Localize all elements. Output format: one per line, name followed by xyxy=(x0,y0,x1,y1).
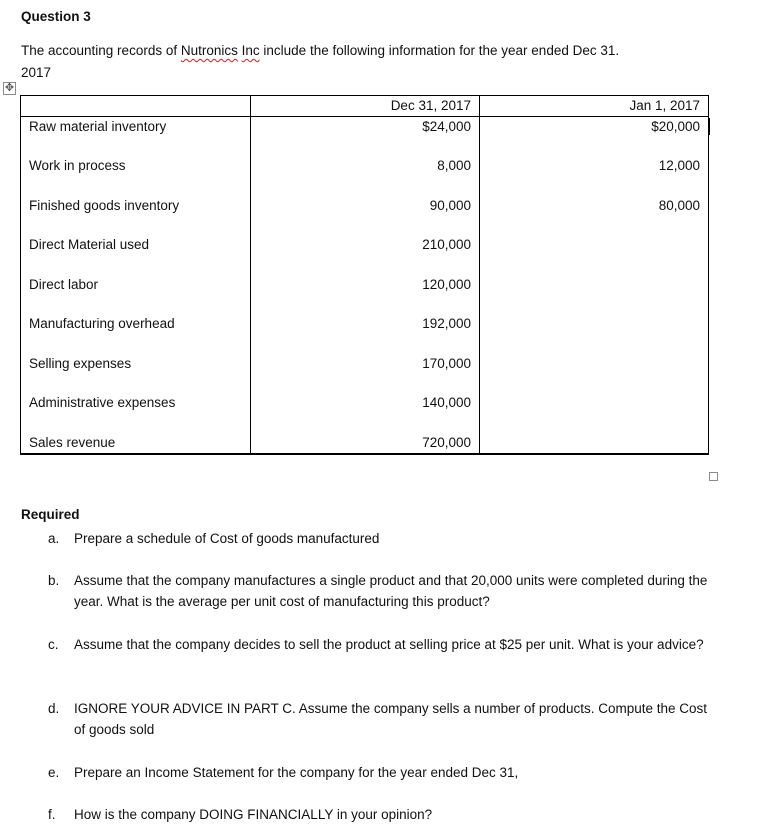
row-dec31[interactable]: 210,000 xyxy=(251,218,480,258)
table-row xyxy=(21,258,709,298)
row-dec31[interactable]: 120,000 xyxy=(251,258,480,298)
table-row xyxy=(21,376,709,416)
list-marker: b. xyxy=(48,573,60,588)
table-row xyxy=(21,416,709,454)
row-dec31[interactable]: 90,000 xyxy=(251,179,480,219)
row-dec31[interactable]: 8,000 xyxy=(251,139,480,179)
list-item-text: IGNORE YOUR ADVICE IN PART C. Assume the company sells a number of products. Compute the Cost of goods sold xyxy=(74,701,708,737)
row-jan1[interactable]: 80,000 xyxy=(480,179,709,219)
list-item-text: Assume that the company manufactures a single product and that 20,000 units were completed during the year. What is the average per unit cost of manufacturing this product? xyxy=(74,573,708,609)
accounting-data-table xyxy=(20,95,709,455)
row-dec31[interactable]: 140,000 xyxy=(251,376,480,416)
table-row xyxy=(21,218,709,258)
row-jan1[interactable] xyxy=(480,258,709,298)
list-marker: f. xyxy=(48,807,56,822)
list-marker: e. xyxy=(48,765,60,780)
header-cell-dec31[interactable]: Dec 31, 2017 xyxy=(251,96,480,117)
table-row xyxy=(21,179,709,219)
list-marker: d. xyxy=(48,701,60,716)
table-resize-handle-icon[interactable] xyxy=(709,472,718,481)
row-dec31[interactable]: $24,000 xyxy=(251,117,480,140)
question-title: Question 3 xyxy=(21,9,91,24)
table-row xyxy=(21,117,709,140)
intro-paragraph xyxy=(21,40,721,84)
intro-text-year: 2017 xyxy=(21,65,52,80)
list-marker: c. xyxy=(48,637,59,652)
intro-text-after: include the following information for the year ended Dec 31. xyxy=(259,43,620,58)
list-item-text: Prepare a schedule of Cost of goods manufactured xyxy=(74,531,380,546)
row-label[interactable]: Administrative expenses xyxy=(21,376,251,416)
table-row xyxy=(21,337,709,377)
table-move-handle-icon[interactable]: ✥ xyxy=(4,82,15,94)
row-jan1[interactable] xyxy=(480,297,709,337)
row-jan1[interactable] xyxy=(480,376,709,416)
spellcheck-word-nutronics[interactable]: Nutronics xyxy=(180,43,238,58)
spellcheck-word-inc[interactable]: Inc xyxy=(241,43,260,58)
row-label[interactable]: Finished goods inventory xyxy=(21,179,251,219)
list-marker: a. xyxy=(48,531,60,546)
intro-text-before: The accounting records of xyxy=(21,43,181,58)
row-label[interactable]: Direct labor xyxy=(21,258,251,298)
required-heading: Required xyxy=(21,507,80,522)
row-label[interactable]: Manufacturing overhead xyxy=(21,297,251,337)
text-cursor xyxy=(709,118,710,135)
header-cell-label[interactable] xyxy=(21,96,251,117)
list-item-text: How is the company DOING FINANCIALLY in your opinion? xyxy=(74,807,433,822)
row-label[interactable]: Sales revenue xyxy=(21,416,251,454)
row-label[interactable]: Direct Material used xyxy=(21,218,251,258)
list-item-text: Assume that the company decides to sell the product at selling price at $25 per unit. What is your advice? xyxy=(74,637,704,652)
row-dec31[interactable]: 720,000 xyxy=(251,416,480,454)
row-jan1[interactable]: $20,000 xyxy=(480,117,709,140)
row-jan1[interactable] xyxy=(480,218,709,258)
row-dec31[interactable]: 192,000 xyxy=(251,297,480,337)
table-row xyxy=(21,297,709,337)
header-cell-jan1[interactable]: Jan 1, 2017 xyxy=(480,96,709,117)
row-label[interactable]: Selling expenses xyxy=(21,337,251,377)
row-label[interactable]: Raw material inventory xyxy=(21,117,251,140)
row-jan1[interactable] xyxy=(480,416,709,454)
row-jan1[interactable] xyxy=(480,337,709,377)
list-item-text: Prepare an Income Statement for the company for the year ended Dec 31, xyxy=(74,765,519,780)
table-row xyxy=(21,139,709,179)
row-jan1[interactable]: 12,000 xyxy=(480,139,709,179)
row-dec31[interactable]: 170,000 xyxy=(251,337,480,377)
table-header-row xyxy=(21,96,709,117)
row-label[interactable]: Work in process xyxy=(21,139,251,179)
